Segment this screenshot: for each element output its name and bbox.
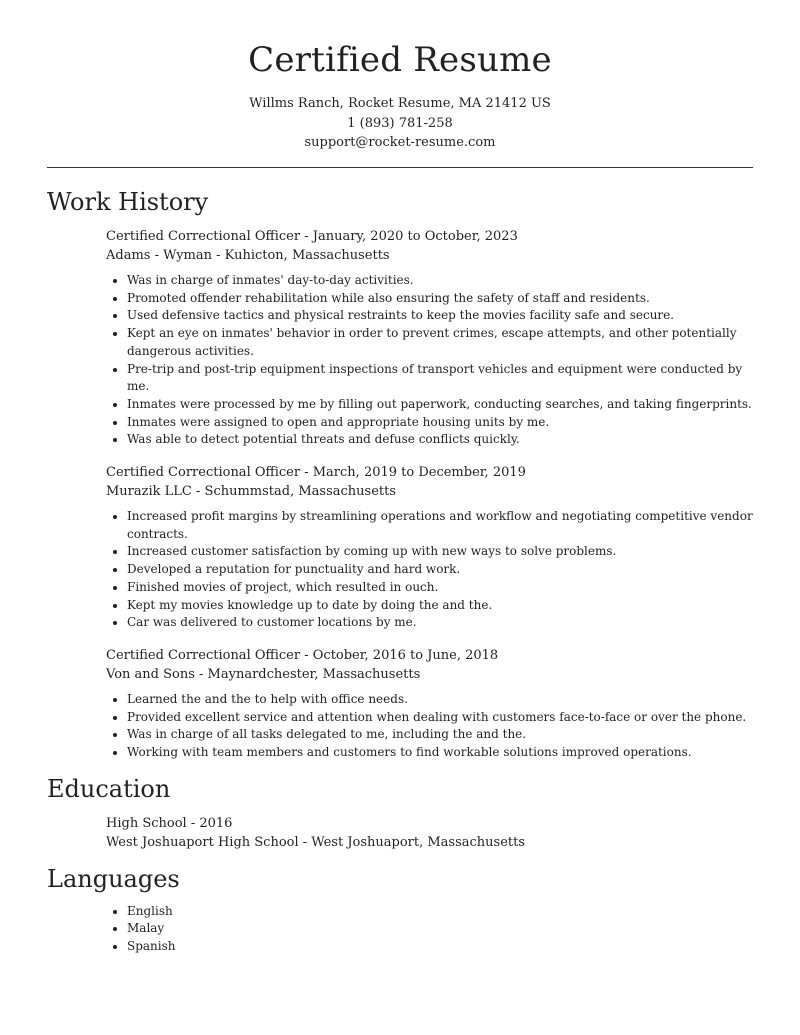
job-bullet: • Was in charge of inmates' day-to-day activities.: [127, 272, 753, 290]
job-bullets: [106, 508, 753, 632]
job-heading: Certified Correctional Officer - January, 2020 to October, 2023: [106, 229, 518, 244]
job-bullet: • Working with team members and customers to find workable solutions improved operations.: [127, 744, 753, 762]
job-bullet: • Finished movies of project, which resulted in ouch.: [127, 579, 753, 597]
languages-section: [47, 861, 753, 956]
contact-block: [0, 94, 800, 153]
language-item: • English: [127, 903, 753, 921]
job-bullet: • Was in charge of all tasks delegated to me, including the and the.: [127, 726, 753, 744]
job-bullet: • Inmates were assigned to open and appropriate housing units by me.: [127, 414, 753, 432]
job-bullet: • Provided excellent service and attention when dealing with customers face-to-face or over the phone.: [127, 709, 753, 727]
phone: 1 (893) 781-258: [347, 115, 453, 131]
job-bullet: • Developed a reputation for punctuality and hard work.: [127, 561, 753, 579]
resume-body: [47, 184, 753, 956]
job-bullet: • Car was delivered to customer locations by me.: [127, 614, 753, 632]
education-entry: [106, 814, 753, 852]
education-school: West Joshuaport High School - West Joshuaport, Massachusetts: [106, 834, 526, 850]
section-title-languages: Languages: [47, 864, 180, 893]
header-divider: [47, 167, 753, 168]
job-company: Murazik LLC - Schummstad, Massachusetts: [106, 484, 397, 500]
section-title-education: Education: [47, 774, 171, 803]
language-item: • Malay: [127, 920, 753, 938]
languages-list: [106, 903, 753, 956]
work-entry: [106, 227, 753, 449]
job-bullet: • Learned the and the to help with office needs.: [127, 691, 753, 709]
education-section: [47, 771, 753, 852]
work-entry: [106, 463, 753, 632]
job-bullet: • Inmates were processed by me by filling out paperwork, conducting searches, and taking fingerprints.: [127, 396, 753, 414]
work-entry: [106, 646, 753, 762]
education-degree: High School - 2016: [106, 815, 233, 831]
job-bullet: • Increased profit margins by streamlining operations and workflow and negotiating competitive vendor contracts.: [127, 508, 753, 543]
work-history-section: [47, 184, 753, 762]
resume-header: [0, 38, 800, 153]
work-entries: [47, 227, 753, 762]
job-company: Adams - Wyman - Kuhicton, Massachusetts: [106, 248, 390, 263]
section-title-work-history: Work History: [47, 188, 209, 216]
job-bullet: • Kept an eye on inmates' behavior in order to prevent crimes, escape attempts, and other potentially dangerous activities.: [127, 325, 753, 360]
job-heading: Certified Correctional Officer - March, 2019 to December, 2019: [106, 465, 526, 481]
language-item: • Spanish: [127, 938, 753, 956]
job-bullet: • Increased customer satisfaction by coming up with new ways to solve problems.: [127, 543, 753, 561]
job-bullet: • Pre-trip and post-trip equipment inspections of transport vehicles and equipment were conducted by me.: [127, 361, 753, 396]
job-bullet: • Promoted offender rehabilitation while also ensuring the safety of staff and residents.: [127, 290, 753, 308]
job-company: Von and Sons - Maynardchester, Massachusetts: [106, 666, 421, 682]
job-bullets: [106, 691, 753, 762]
address: Willms Ranch, Rocket Resume, MA 21412 US: [249, 96, 551, 111]
email: support@rocket-resume.com: [304, 135, 496, 150]
job-heading: Certified Correctional Officer - October, 2016 to June, 2018: [106, 647, 499, 663]
job-bullet: • Kept my movies knowledge up to date by doing the and the.: [127, 597, 753, 615]
job-bullet: • Used defensive tactics and physical restraints to keep the movies facility safe and secure.: [127, 307, 753, 325]
job-bullet: • Was able to detect potential threats and defuse conflicts quickly.: [127, 431, 753, 449]
candidate-name: Certified Resume: [248, 40, 552, 80]
job-bullets: [106, 272, 753, 449]
